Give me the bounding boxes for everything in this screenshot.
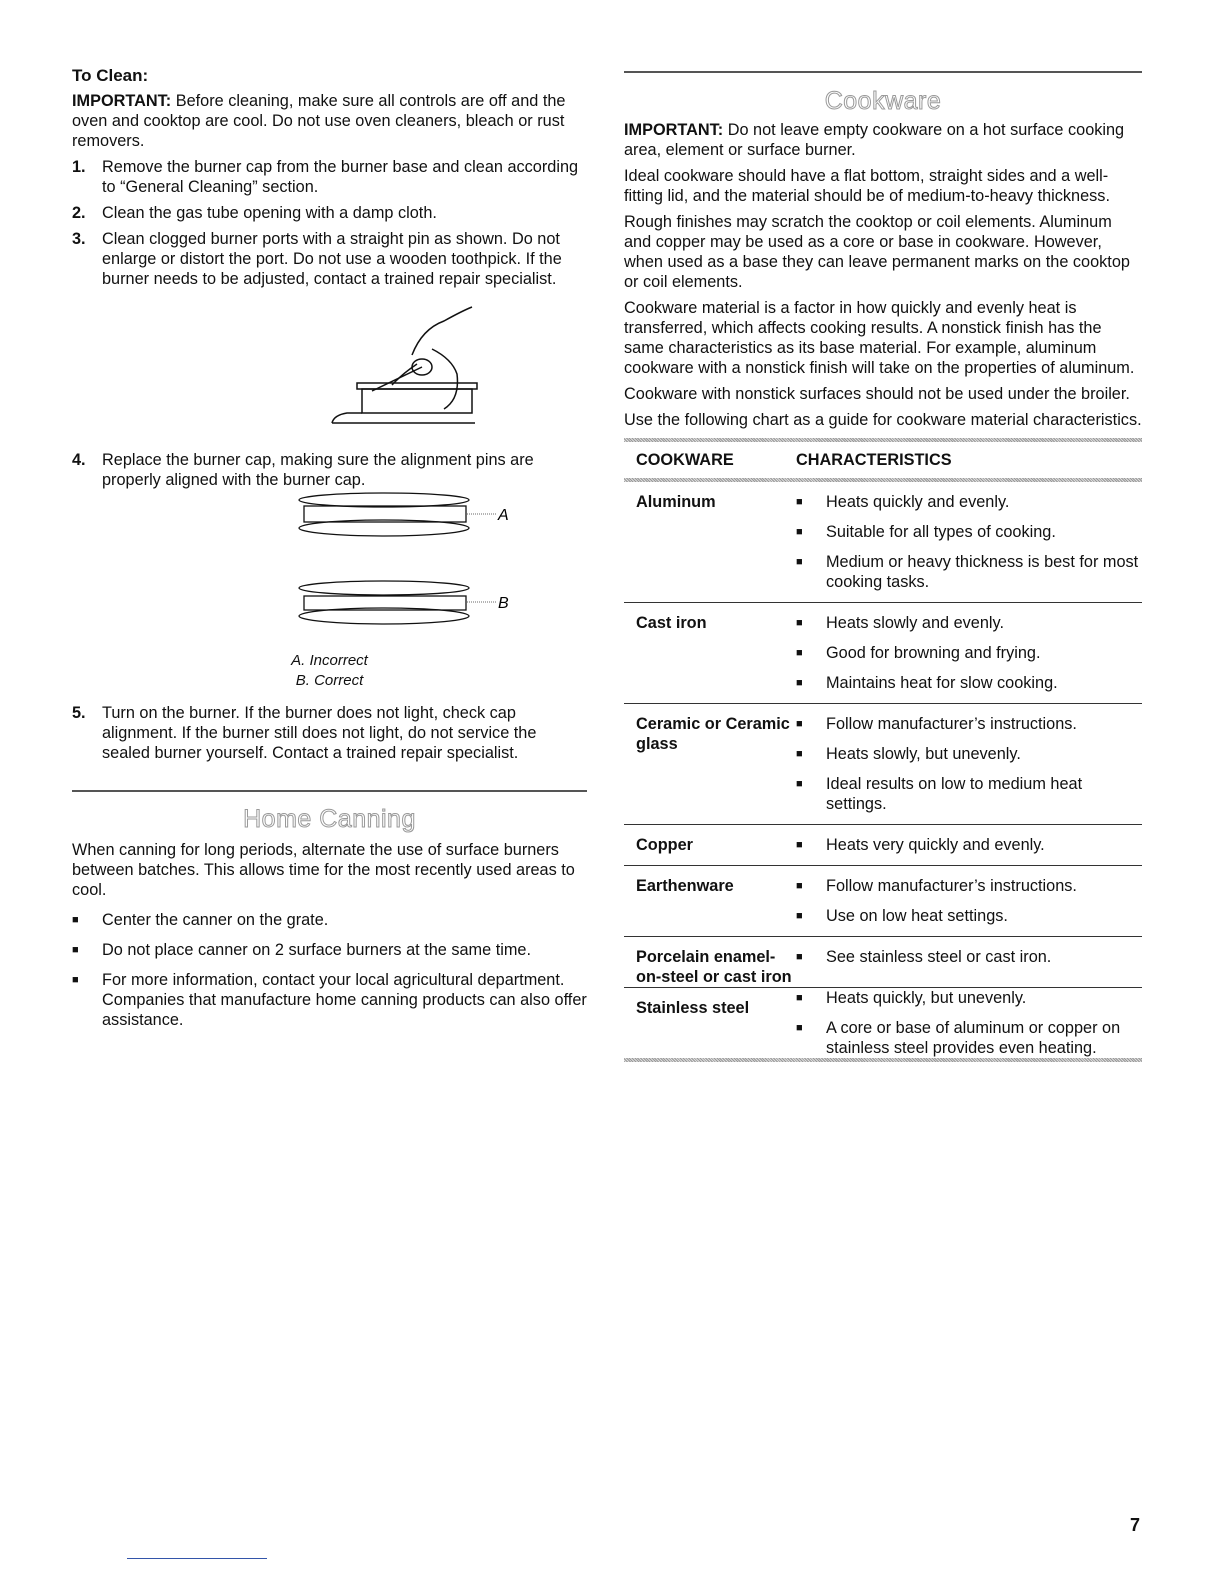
label-a: A <box>498 507 509 524</box>
cookware-name: Stainless steel <box>636 999 750 1017</box>
footer-line <box>127 1558 267 1559</box>
header-cookware: COOKWARE <box>636 451 734 469</box>
step-text: Turn on the burner. If the burner does not light, check cap alignment. If the burner still does not light, do not service the sealed burner yourself. Contact a trained repair specialist. <box>102 704 537 762</box>
label-b: B <box>498 595 509 612</box>
section-divider <box>624 71 1142 73</box>
cookware-name: Porcelain enamel-on-steel or cast iron <box>636 948 792 986</box>
characteristic-item <box>796 673 1142 693</box>
step-number: 5. <box>72 704 86 722</box>
cookware-section <box>624 86 1142 1062</box>
table-row <box>624 704 1142 825</box>
page-number: 7 <box>1130 1515 1141 1535</box>
characteristic-text: Use on low heat settings. <box>826 907 1008 925</box>
bullet-icon: ■ <box>796 839 803 851</box>
characteristic-item <box>796 906 1142 926</box>
characteristic-item <box>796 744 1142 764</box>
bullet-icon: ■ <box>796 677 803 689</box>
canning-bullet <box>72 940 587 960</box>
caption-a: A. Incorrect <box>291 652 368 669</box>
table-row <box>624 825 1142 866</box>
canning-bullet <box>72 970 587 1030</box>
bullet-text: Center the canner on the grate. <box>102 911 329 929</box>
table-row <box>624 482 1142 603</box>
step-number: 1. <box>72 158 86 176</box>
characteristic-text: Suitable for all types of cooking. <box>826 523 1056 541</box>
characteristic-item <box>796 835 1142 855</box>
step-item <box>72 703 587 763</box>
table-bottom-rule <box>624 1058 1142 1062</box>
section-divider <box>72 790 587 792</box>
characteristic-text: Ideal results on low to medium heat settings. <box>826 775 1083 813</box>
table-row <box>624 988 1142 1059</box>
bullet-icon: ■ <box>72 974 79 986</box>
step-item <box>72 229 587 289</box>
table-row <box>624 866 1142 937</box>
characteristic-text: See stainless steel or cast iron. <box>826 948 1052 966</box>
characteristic-item <box>796 522 1142 542</box>
cookware-name: Earthenware <box>636 877 734 895</box>
bullet-icon: ■ <box>796 526 803 538</box>
burner-cleaning-illustration <box>72 289 587 439</box>
bullet-icon: ■ <box>796 880 803 892</box>
characteristic-text: Follow manufacturer’s instructions. <box>826 877 1077 895</box>
characteristic-item <box>796 1018 1142 1058</box>
characteristic-item <box>796 774 1142 814</box>
characteristic-text: A core or base of aluminum or copper on stainless steel provides even heating. <box>826 1019 1121 1057</box>
home-canning-title: Home Canning <box>243 805 416 833</box>
cookware-name: Cast iron <box>636 614 707 632</box>
bullet-icon: ■ <box>796 647 803 659</box>
step-number: 4. <box>72 451 86 469</box>
characteristic-item <box>796 947 1142 967</box>
step-text: Clean clogged burner ports with a straight pin as shown. Do not enlarge or distort the port. Do not use a wooden toothpick. If the burner needs to be adjusted, contact a trained repair specialist. <box>102 230 562 288</box>
characteristic-text: Heats quickly and evenly. <box>826 493 1010 511</box>
characteristic-text: Heats slowly, but unevenly. <box>826 745 1021 763</box>
step-text: Clean the gas tube opening with a damp cloth. <box>102 204 437 222</box>
characteristic-item <box>796 876 1142 896</box>
characteristic-text: Follow manufacturer’s instructions. <box>826 715 1077 733</box>
header-characteristics: CHARACTERISTICS <box>796 451 952 469</box>
to-clean-heading: To Clean: <box>72 66 149 85</box>
step-number: 3. <box>72 230 86 248</box>
cookware-paragraph: Ideal cookware should have a flat bottom, straight sides and a well-fitting lid, and the material should be of medium-to-heavy thickness. <box>624 167 1110 205</box>
characteristic-item <box>796 552 1142 592</box>
table-row <box>624 937 1142 988</box>
cookware-title: Cookware <box>824 87 942 115</box>
characteristic-item <box>796 714 1142 734</box>
burner-cap-alignment-illustration <box>72 490 587 640</box>
characteristic-text: Maintains heat for slow cooking. <box>826 674 1058 692</box>
characteristic-text: Medium or heavy thickness is best for most cooking tasks. <box>826 553 1139 591</box>
cookware-table <box>624 442 1142 1062</box>
step-item <box>72 450 587 490</box>
important-label: IMPORTANT: <box>72 92 172 110</box>
table-row <box>624 603 1142 704</box>
step-number: 2. <box>72 204 86 222</box>
bullet-text: Do not place canner on 2 surface burners at the same time. <box>102 941 531 959</box>
bullet-icon: ■ <box>796 1022 803 1034</box>
characteristic-text: Good for browning and frying. <box>826 644 1041 662</box>
bullet-icon: ■ <box>72 944 79 956</box>
bullet-icon: ■ <box>796 951 803 963</box>
step-item <box>72 157 587 197</box>
bullet-icon: ■ <box>796 910 803 922</box>
important-text: Do not leave empty cookware on a hot surface cooking area, element or surface burner. <box>624 121 1125 159</box>
cookware-paragraph: Cookware material is a factor in how quickly and evenly heat is transferred, which affects cooking results. A nonstick finish has the same characteristics as its base material. For example, aluminum cookware with a nonstick finish will take on the properties of aluminum. <box>624 299 1135 377</box>
characteristic-text: Heats slowly and evenly. <box>826 614 1004 632</box>
bullet-icon: ■ <box>796 496 803 508</box>
home-canning-section <box>72 804 587 1030</box>
to-clean-section <box>72 66 587 763</box>
cookware-name: Ceramic or Ceramic glass <box>636 715 790 753</box>
step-text: Replace the burner cap, making sure the alignment pins are properly aligned with the burner cap. <box>102 451 534 489</box>
cookware-paragraph: Rough finishes may scratch the cooktop or coil elements. Aluminum and copper may be used as a core or base in cookware. However, when used as a base they can leave permanent marks on the cooktop or coil elements. <box>624 213 1130 291</box>
important-label: IMPORTANT: <box>624 121 724 139</box>
caption-b: B. Correct <box>295 672 364 689</box>
characteristic-item <box>796 988 1142 1008</box>
table-header-row <box>624 442 1142 478</box>
cookware-name: Copper <box>636 836 693 854</box>
step-item <box>72 203 587 223</box>
characteristic-text: Heats very quickly and evenly. <box>826 836 1045 854</box>
bullet-icon: ■ <box>796 778 803 790</box>
cookware-name: Aluminum <box>636 493 716 511</box>
characteristic-item <box>796 492 1142 512</box>
bullet-icon: ■ <box>796 718 803 730</box>
bullet-icon: ■ <box>796 992 803 1004</box>
cookware-paragraph: Use the following chart as a guide for cookware material characteristics. <box>624 411 1142 429</box>
important-text: Before cleaning, make sure all controls are off and the oven and cooktop are cool. Do not use oven cleaners, bleach or rust removers. <box>72 92 566 150</box>
canning-bullet <box>72 910 587 930</box>
step-text: Remove the burner cap from the burner base and clean according to “General Cleaning” section. <box>102 158 579 196</box>
cookware-paragraph: Cookware with nonstick surfaces should not be used under the broiler. <box>624 385 1130 403</box>
characteristic-text: Heats quickly, but unevenly. <box>826 989 1027 1007</box>
bullet-icon: ■ <box>796 556 803 568</box>
characteristic-item <box>796 613 1142 633</box>
canning-intro: When canning for long periods, alternate the use of surface burners between batches. This allows time for the most recently used areas to cool. <box>72 841 575 899</box>
bullet-text: For more information, contact your local agricultural department. Companies that manufacture home canning products can also offer assistance. <box>102 971 587 1029</box>
characteristic-item <box>796 643 1142 663</box>
bullet-icon: ■ <box>796 748 803 760</box>
bullet-icon: ■ <box>796 617 803 629</box>
bullet-icon: ■ <box>72 914 79 926</box>
